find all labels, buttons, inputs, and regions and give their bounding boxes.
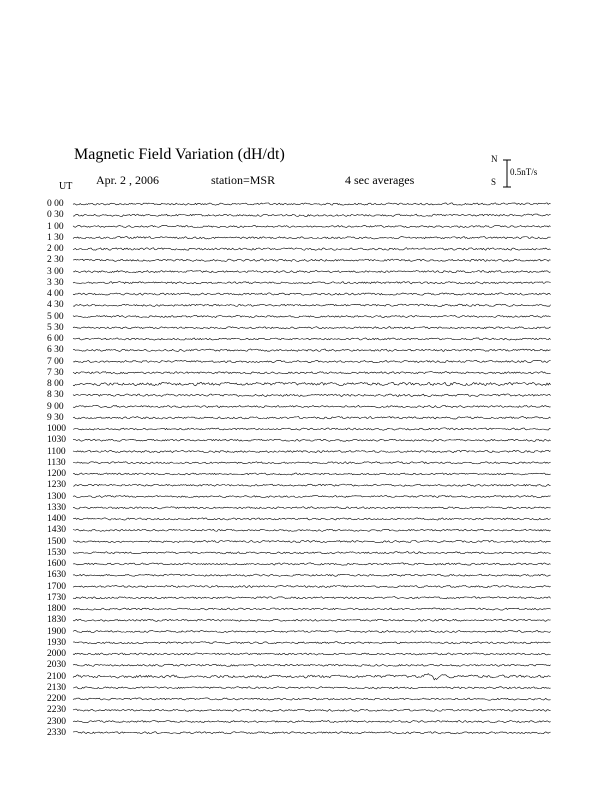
averaging-label: 4 sec averages xyxy=(345,173,415,187)
row-label: 1530 xyxy=(47,547,66,558)
station-label: station=MSR xyxy=(211,173,276,187)
row-label: 4 00 xyxy=(47,289,64,299)
row-label: 1500 xyxy=(47,536,66,547)
trace-line xyxy=(73,698,551,700)
row-label: 5 00 xyxy=(47,311,64,322)
trace-line xyxy=(73,259,551,261)
trace-line xyxy=(73,709,551,711)
trace-line xyxy=(73,417,551,419)
trace-line xyxy=(73,282,551,284)
trace-line xyxy=(73,473,551,475)
row-label: 1630 xyxy=(47,570,66,581)
trace-line xyxy=(73,597,551,599)
trace-line xyxy=(73,394,551,397)
trace-line xyxy=(73,507,551,509)
row-label: 1400 xyxy=(47,514,66,524)
row-label: 1730 xyxy=(47,592,66,603)
trace-line xyxy=(73,304,551,306)
row-label: 6 00 xyxy=(47,334,64,344)
trace-line xyxy=(73,225,551,227)
row-label: 0 30 xyxy=(47,210,64,221)
row-label: 1800 xyxy=(47,604,66,614)
row-label: 1900 xyxy=(47,626,66,637)
row-label: 4 30 xyxy=(47,300,64,311)
trace-line xyxy=(73,518,551,520)
row-label: 1000 xyxy=(47,424,66,434)
row-label: 2 30 xyxy=(47,255,64,266)
trace-line xyxy=(73,687,551,689)
row-label: 1330 xyxy=(47,502,66,513)
trace-line xyxy=(73,664,551,666)
trace-line xyxy=(73,574,551,576)
trace-line xyxy=(73,428,551,430)
trace-line xyxy=(73,327,551,329)
trace-line xyxy=(73,484,551,486)
row-label: 2030 xyxy=(47,660,66,671)
ut-axis-label: UT xyxy=(59,181,73,192)
trace-line xyxy=(73,529,551,531)
trace-line xyxy=(73,315,551,317)
row-label: 1 30 xyxy=(47,232,64,243)
row-label: 2330 xyxy=(47,727,66,738)
row-label: 2300 xyxy=(47,716,66,727)
row-label: 1830 xyxy=(47,615,66,626)
trace-line xyxy=(73,450,551,452)
scale-south-label: S xyxy=(491,177,497,187)
row-label: 9 30 xyxy=(47,412,64,423)
row-label: 7 00 xyxy=(47,356,64,367)
row-label: 1200 xyxy=(47,469,66,479)
trace-line xyxy=(73,405,551,408)
trace-line xyxy=(73,732,551,734)
trace-line xyxy=(73,619,551,621)
row-label: 6 30 xyxy=(47,345,64,356)
row-label: 1300 xyxy=(47,491,66,502)
date-label: Apr. 2 , 2006 xyxy=(96,173,159,187)
scale-north-label: N xyxy=(491,154,498,164)
trace-line xyxy=(73,585,551,587)
trace-line xyxy=(73,720,551,722)
row-label: 3 30 xyxy=(47,277,64,288)
row-label: 8 30 xyxy=(47,390,64,401)
row-label: 2000 xyxy=(47,649,66,659)
row-label: 2230 xyxy=(47,705,66,716)
row-label: 1430 xyxy=(47,525,66,536)
trace-line xyxy=(73,214,551,216)
trace-line xyxy=(73,338,551,340)
trace-line xyxy=(73,630,551,632)
row-label: 1100 xyxy=(47,446,66,457)
row-label: 7 30 xyxy=(47,367,64,378)
row-label: 1230 xyxy=(47,480,66,491)
trace-group xyxy=(73,203,551,734)
trace-line xyxy=(73,608,551,610)
row-label: 1 00 xyxy=(47,221,64,232)
trace-line xyxy=(73,360,551,362)
row-label: 1600 xyxy=(47,559,66,569)
trace-line xyxy=(73,642,551,644)
trace-line xyxy=(73,674,551,680)
trace-line xyxy=(73,439,551,441)
row-label: 3 00 xyxy=(47,266,64,277)
row-label: 9 00 xyxy=(47,401,64,412)
row-label: 2130 xyxy=(47,682,66,693)
trace-line xyxy=(73,372,551,374)
trace-line xyxy=(73,203,551,205)
row-label: 2 00 xyxy=(47,244,64,254)
row-label: 8 00 xyxy=(47,379,64,389)
row-label: 1130 xyxy=(47,457,66,468)
trace-line xyxy=(73,248,551,251)
scale-value-label: 0.5nT/s xyxy=(510,167,538,177)
trace-line xyxy=(73,563,551,565)
row-label: 1030 xyxy=(47,435,66,446)
trace-line xyxy=(73,462,551,464)
chart-title: Magnetic Field Variation (dH/dt) xyxy=(74,146,285,163)
row-label: 2200 xyxy=(47,694,66,704)
trace-line xyxy=(73,552,551,554)
trace-line xyxy=(73,495,551,497)
trace-line xyxy=(73,293,551,295)
trace-line xyxy=(73,382,551,386)
trace-line xyxy=(73,270,551,272)
row-label: 5 30 xyxy=(47,322,64,333)
trace-line xyxy=(73,237,551,239)
row-label: 0 00 xyxy=(47,199,64,209)
row-label: 2100 xyxy=(47,671,66,682)
trace-line xyxy=(73,349,551,351)
trace-line xyxy=(73,540,551,542)
row-label: 1930 xyxy=(47,637,66,648)
row-label: 1700 xyxy=(47,581,66,592)
trace-line xyxy=(73,653,551,655)
